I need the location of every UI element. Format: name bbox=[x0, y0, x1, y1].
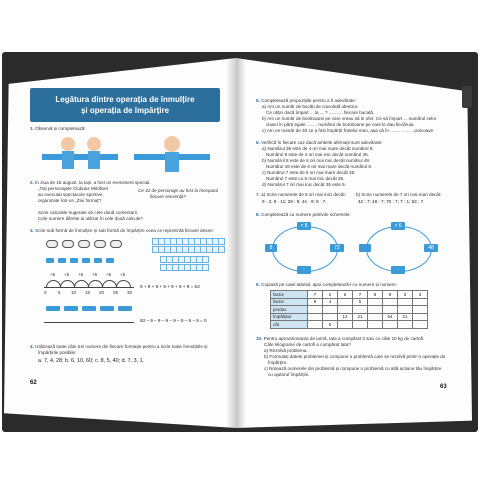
scheme-2-bottom-op: : bbox=[391, 266, 405, 274]
table-cell: 7 bbox=[353, 291, 368, 299]
table-cell bbox=[413, 298, 428, 306]
exercise-5-a2: Ce obțin dacă împart ... la ... ? ........... fiecare bucată. bbox=[266, 110, 375, 115]
number-line-tick: 15 bbox=[85, 290, 91, 295]
blue-bar bbox=[82, 306, 96, 311]
exercise-2-line4: organizate într-un „Ziui formaț”! bbox=[38, 198, 102, 203]
exercise-5-line1: 5. Completează propozițiile pentru a fi adevărate: bbox=[256, 98, 357, 103]
blue-block bbox=[46, 258, 54, 263]
exercise-10-line2: Câte kilograme de cartofi a cumpărat tata? bbox=[264, 342, 351, 347]
ring-shape bbox=[94, 240, 106, 248]
table-cell bbox=[308, 313, 323, 321]
blue-bar bbox=[100, 306, 114, 311]
table-cell: 7 bbox=[308, 291, 323, 299]
exercise-1: 1. Observă și completează: bbox=[30, 126, 86, 131]
exercise-2-line1: 2. În ziua de 15 august, la Iași, a fost un eveniment special. bbox=[30, 180, 151, 185]
table-cell bbox=[383, 321, 398, 329]
table-cell bbox=[398, 306, 413, 314]
number-line-tick: 25 bbox=[113, 290, 119, 295]
exercise-2-line5: Scrie calculele sugerate de cele două comentarii. bbox=[38, 210, 139, 215]
row-label: împărțitor bbox=[271, 313, 308, 321]
table-cell bbox=[353, 306, 368, 314]
exercise-10-line1: 10. Pentru aprovizionarea de iarnă, tata a cumpărat 3 saci cu câte 10 kg de cartofi. bbox=[256, 336, 425, 341]
scheme-1-top-op: × 8 bbox=[297, 222, 311, 230]
table-cell: 8 bbox=[368, 291, 383, 299]
table-row bbox=[271, 298, 428, 306]
table-cell bbox=[308, 306, 323, 314]
exercise-3: 3. Scrie sub formă de înmulțire și sub formă de împărțire ceea ce reprezintă fiecare desen: bbox=[30, 228, 214, 233]
table-cell bbox=[413, 306, 428, 314]
exercise-6-item: Numărul 9 este de 4 ori mai mic decât numărul 36. bbox=[266, 152, 369, 157]
exercise-6-item: Numărul 7 este cu 5 mai mic decât 35. bbox=[266, 176, 345, 181]
exercise-2-line6: Cele numere diferite ai utilizat în cele două calcule? bbox=[38, 216, 143, 221]
row-label: factor bbox=[271, 298, 308, 306]
table-cell bbox=[413, 313, 428, 321]
number-line-tick: 5 bbox=[58, 290, 61, 295]
arc-label: +5 bbox=[92, 272, 98, 277]
table-cell: 6 bbox=[338, 291, 353, 299]
table-cell bbox=[383, 298, 398, 306]
ring-shape bbox=[78, 240, 90, 248]
arc-label: +5 bbox=[120, 272, 126, 277]
table-cell bbox=[323, 306, 338, 314]
lesson-title-line2: și operația de împărțire bbox=[80, 106, 170, 115]
exercise-7-b-values: 42 : 7; 49 : 7; 70 : 7; 7 : 1; 63 : 7. bbox=[358, 199, 425, 204]
scheme-1-left-value: 8 bbox=[265, 244, 277, 252]
scheme-2-left-value bbox=[359, 244, 371, 252]
exercise-10-a: a) Rezolvă problema. bbox=[264, 348, 308, 353]
exercise-7-a-values: 9 · 2; 9 · 11; 29 : 9; 44 · 9; 9 · 7. bbox=[262, 199, 327, 204]
number-line-2 bbox=[44, 322, 134, 323]
speech-bubble-line2: fiecare secvență? bbox=[150, 194, 187, 199]
table-cell bbox=[368, 306, 383, 314]
number-line-tick: 20 bbox=[99, 290, 105, 295]
table-cell bbox=[368, 313, 383, 321]
table-cell bbox=[338, 321, 353, 329]
grid-cells-picture bbox=[152, 238, 223, 253]
lesson-title-banner bbox=[30, 88, 220, 122]
exercise-6-item: c) Numărul 7 este de 5 ori mai mare decât 35. bbox=[262, 170, 356, 175]
exercise-7-a-label: 7. a) Scrie numerele de 9 ori mai mici decât: bbox=[256, 192, 346, 197]
table-cell: 21 bbox=[353, 313, 368, 321]
scheme-2-right-value: 48 bbox=[424, 244, 438, 252]
table-row bbox=[271, 313, 428, 321]
exercise-10-c1: c) Notează numerele din problemă și compune o problemă cu altă acțiune tău împărțire bbox=[264, 366, 442, 371]
table-cell: 5 bbox=[353, 298, 368, 306]
page-number-left: 62 bbox=[30, 380, 37, 386]
table-cell bbox=[383, 306, 398, 314]
number-line-tick: 30 bbox=[127, 290, 133, 295]
children-carrying-illustration bbox=[38, 134, 218, 176]
blue-bar bbox=[46, 306, 60, 311]
exercise-2-line2: „Toți personajele Clubului Wildlivet bbox=[38, 186, 108, 191]
exercise-6-item: b) Numărul 8 este de 6 ori mai mic decât numărul 48. bbox=[262, 158, 371, 163]
table-cell bbox=[338, 298, 353, 306]
number-line-tick: 10 bbox=[71, 290, 77, 295]
row-label: factor bbox=[271, 291, 308, 299]
table-cell bbox=[353, 321, 368, 329]
exercise-5-a1: a) Am un număr de bucăți de ciocolată identice. bbox=[262, 104, 359, 109]
table-cell: 3 bbox=[413, 291, 428, 299]
exercise-8: 8. Completează cu numere potrivite schemele: bbox=[256, 212, 351, 217]
arc-label: +5 bbox=[106, 272, 112, 277]
row-label: produs bbox=[271, 306, 308, 314]
exercise-4-line1: 4. Utilizează toate câte trei numere din fiecare formație pentru a scrie toate înmulțirile și bbox=[30, 344, 208, 349]
table-cell bbox=[398, 321, 413, 329]
page-number-right: 63 bbox=[440, 384, 447, 390]
exercise-6-line1: 6. Verifică în fiecare caz dacă ambele afirmații sunt adevărate: bbox=[256, 140, 383, 145]
exercise-10-b1: b) Formulați datele problemei și compune o problemă care se rezolvă printr-o operație de bbox=[264, 354, 446, 359]
arc-label: +5 bbox=[64, 272, 70, 277]
table-cell: 4 bbox=[323, 298, 338, 306]
table-cell: 2 bbox=[323, 291, 338, 299]
speech-bubble-line1: Ce 42 de personaje au fost la începutul bbox=[138, 188, 218, 193]
scheme-1-bottom-op: : bbox=[297, 266, 311, 274]
arc-label: +5 bbox=[50, 272, 56, 277]
exercise-6-item: Numărul 48 este de 6 ori mai mare decât numărul 8. bbox=[266, 164, 373, 169]
table-cell: 9 bbox=[383, 291, 398, 299]
ring-shape bbox=[62, 240, 74, 248]
table-cell bbox=[368, 298, 383, 306]
number-line bbox=[44, 287, 134, 288]
number-line-tick: 0 bbox=[44, 290, 47, 295]
exercise-4-groups: a. 7, 4, 28; b. 6, 10, 60; c. 8, 5, 40; d. 7, 3, 1. bbox=[38, 358, 145, 364]
table-cell: 9 bbox=[308, 298, 323, 306]
table-cell: 3 bbox=[398, 291, 413, 299]
table-cell bbox=[323, 313, 338, 321]
arc-label: +5 bbox=[78, 272, 84, 277]
exercise-9-table bbox=[270, 290, 428, 329]
exercise-6-item: a) Numărul 36 este de 4 ori mai mare decât numărul 9. bbox=[262, 146, 374, 151]
table-cell: 12 bbox=[338, 313, 353, 321]
table-cell: 21 bbox=[398, 313, 413, 321]
page-edge-marker bbox=[462, 86, 472, 108]
exercise-10-b2: împărțire. bbox=[268, 360, 288, 365]
blue-bar bbox=[64, 306, 78, 311]
exercise-5-b2: clasei în părți egale ........ numărul de bomboane pe care le dau fiecăruia. bbox=[266, 122, 415, 127]
table-cell bbox=[398, 298, 413, 306]
exercise-2-line3: au executat spectacole sportive, bbox=[38, 192, 104, 197]
table-cell bbox=[338, 306, 353, 314]
blue-block bbox=[106, 258, 114, 263]
exercise-9: 9. Copiază pe caiet tabelul, apoi completează-l cu numere și numere: bbox=[256, 282, 397, 287]
exercise-4-line2: împărțirile posibile: bbox=[38, 350, 77, 355]
exercise-5-b1: b) Am un număr de bomboane pe care vreau să le ofer. Ce să împart ... numărul celor bbox=[262, 116, 437, 121]
blue-block bbox=[58, 258, 66, 263]
blue-block bbox=[82, 258, 90, 263]
equation-addition: 9 + 9 + 9 + 9 + 9 + 9 + 9 = 63 bbox=[140, 284, 200, 289]
table-row bbox=[271, 306, 428, 314]
ring-shape bbox=[46, 240, 58, 248]
blue-bar bbox=[118, 306, 132, 311]
scheme-1-right-value: 72 bbox=[330, 244, 344, 252]
scheme-2-top-op: × 6 bbox=[391, 222, 405, 230]
exercise-10-c2: cu ajutorul împărțirii. bbox=[268, 372, 310, 377]
lesson-title-line1: Legătura dintre operația de înmulțire bbox=[55, 95, 195, 104]
book-gutter bbox=[226, 58, 246, 428]
ring-shape bbox=[110, 240, 122, 248]
grid-cells-picture-2 bbox=[160, 256, 207, 271]
blue-block bbox=[94, 258, 102, 263]
blue-block bbox=[70, 258, 78, 263]
exercise-6-item: d) Numărul 7 ori mai mic decât 35 este 5. bbox=[262, 182, 346, 187]
exercise-7-b-label: b) Scrie numerele de 7 ori mai mari decât: bbox=[356, 192, 442, 197]
equation-subtraction: 63 – 9 – 9 – 9 – 9 – 9 – 9 – 9 = 0 bbox=[140, 318, 207, 323]
table-cell: 54 bbox=[383, 313, 398, 321]
table-cell bbox=[368, 321, 383, 329]
table-cell bbox=[413, 321, 428, 329]
table-row bbox=[271, 291, 428, 299]
table-cell: 5 bbox=[323, 321, 338, 329]
row-label: cât bbox=[271, 321, 308, 329]
table-row bbox=[271, 321, 428, 329]
exercise-5-c1: c) Am un număr de 40 ce a fost împărțit fratelui meu, așa că în ........ ......... potcoave. bbox=[262, 128, 435, 133]
table-cell bbox=[308, 321, 323, 329]
